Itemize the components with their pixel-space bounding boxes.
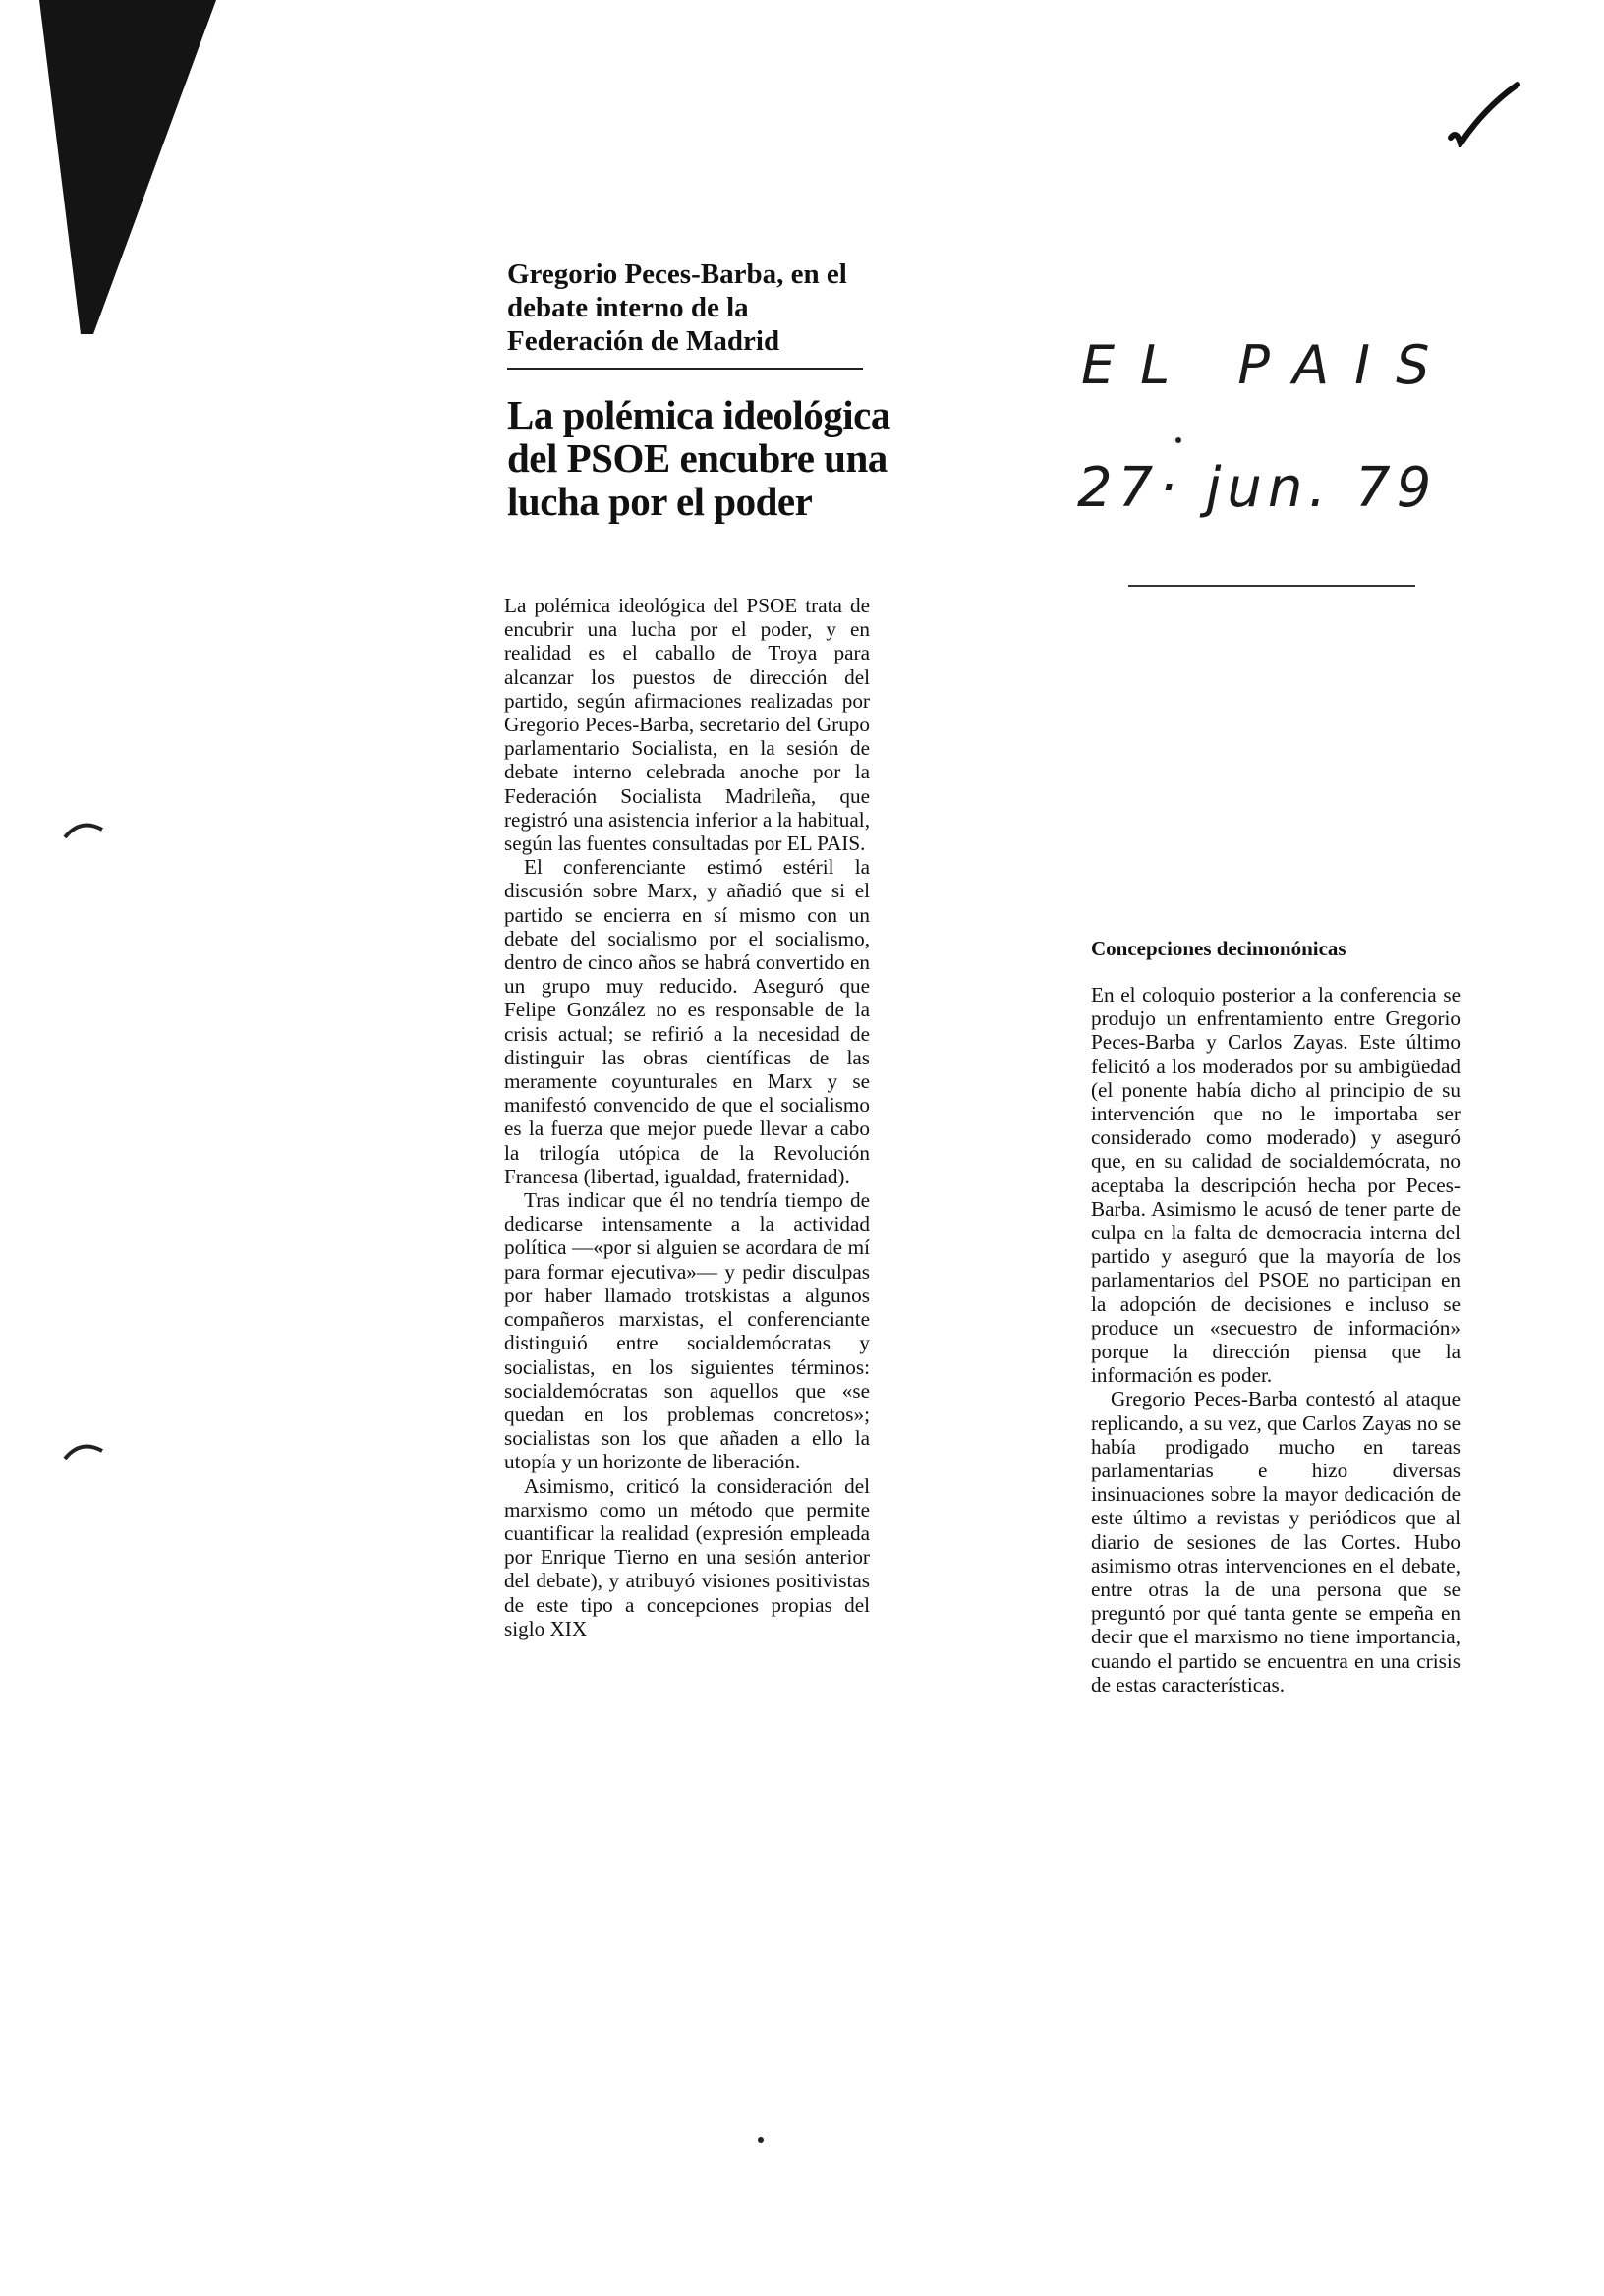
paragraph: Gregorio Peces-Barba contestó al ataque replicando, a su vez, que Carlos Zayas no se había prodigado mucho en tareas parlamentarias e hizo diversas insinuaciones sobre la mayor dedicación de este último a revistas y periódicos que al diario de sesiones de las Cortes. Hubo asimismo otras intervenciones en el debate, entre otras la de una persona que se preguntó por qué tanta gente se empeña en decir que el marxismo no tiene importancia, cuando el partido se encuentra en una crisis de estas características. [1091,1387,1461,1696]
punch-hole-mark [61,816,106,841]
checkmark-icon [1445,79,1523,147]
article-headline: La polémica ideológica del PSOE encubre una lucha por el poder [507,392,890,524]
scan-shadow-wedge [39,0,216,334]
scan-speck [1175,437,1181,443]
left-column [504,594,870,1640]
punch-hole-mark [61,1437,106,1463]
handwritten-newspaper: EL PAIS [1081,334,1456,396]
handwritten-underline [1128,585,1415,587]
right-column [1091,983,1461,1696]
section-subhead: Concepciones decimonónicas [1091,937,1346,960]
handwritten-date: 27· jun. 79 [1077,456,1438,520]
article-kicker: Gregorio Peces-Barba, en el debate interno de la Federación de Madrid [507,258,847,357]
paragraph: Asimismo, criticó la consideración del marxismo como un método que permite cuantificar la realidad (expresión empleada por Enrique Tierno en una sesión anterior del debate), y atribuyó visiones positivistas de este tipo a concepciones propias del siglo XIX [504,1473,870,1640]
paragraph: En el coloquio posterior a la conferencia se produjo un enfrentamiento entre Gregorio Peces-Barba y Carlos Zayas. Este último felicitó a los moderados por su ambigüedad (el ponente había dicho al principio de su intervención que no le importaba ser considerado como moderado) y aseguró que, en su calidad de socialdemócrata, no aceptaba la descripción hecha por Peces-Barba. Asimismo le acusó de tener parte de culpa en la falta de democracia interna del partido y aseguró que la mayoría de los parlamentarios del PSOE no participan en la adopción de decisiones e incluso se produce un «secuestro de información» porque la dirección piensa que la información es poder. [1091,983,1461,1388]
paragraph: Tras indicar que él no tendría tiempo de dedicarse intensamente a la actividad política —«por si alguien se acordara de mí para formar ejecutiva»— y pedir disculpas por haber llamado trotskistas a algunos compañeros marxistas, el conferenciante distinguió entre socialdemócratas y socialistas, en los siguientes términos: socialdemócratas son aquellos que «se quedan en los problemas concretos»; socialistas son los que añaden a ello la utopía y un horizonte de liberación. [504,1188,870,1474]
kicker-rule [507,368,863,370]
paragraph: El conferenciante estimó estéril la discusión sobre Marx, y añadió que si el partido se encierra en sí mismo con un debate del socialismo por el socialismo, dentro de cinco años se habrá convertido en un grupo muy reducido. Aseguró que Felipe González no es responsable de la crisis actual; se refirió a la necesidad de distinguir las obras científicas de las meramente coyunturales en Marx y se manifestó convencido de que el socialismo es la fuerza que mejor puede llevar a cabo la trilogía utópica de la Revolución Francesa (libertad, igualdad, fraternidad). [504,855,870,1188]
scan-speck [758,2137,764,2143]
paragraph: La polémica ideológica del PSOE trata de encubrir una lucha por el poder, y en realidad es el caballo de Troya para alcanzar los puestos de dirección del partido, según afirmaciones realizadas por Gregorio Peces-Barba, secretario del Grupo parlamentario Socialista, en la sesión de debate interno celebrada anoche por la Federación Socialista Madrileña, que registró una asistencia inferior a la habitual, según las fuentes consultadas por EL PAIS. [504,594,870,856]
